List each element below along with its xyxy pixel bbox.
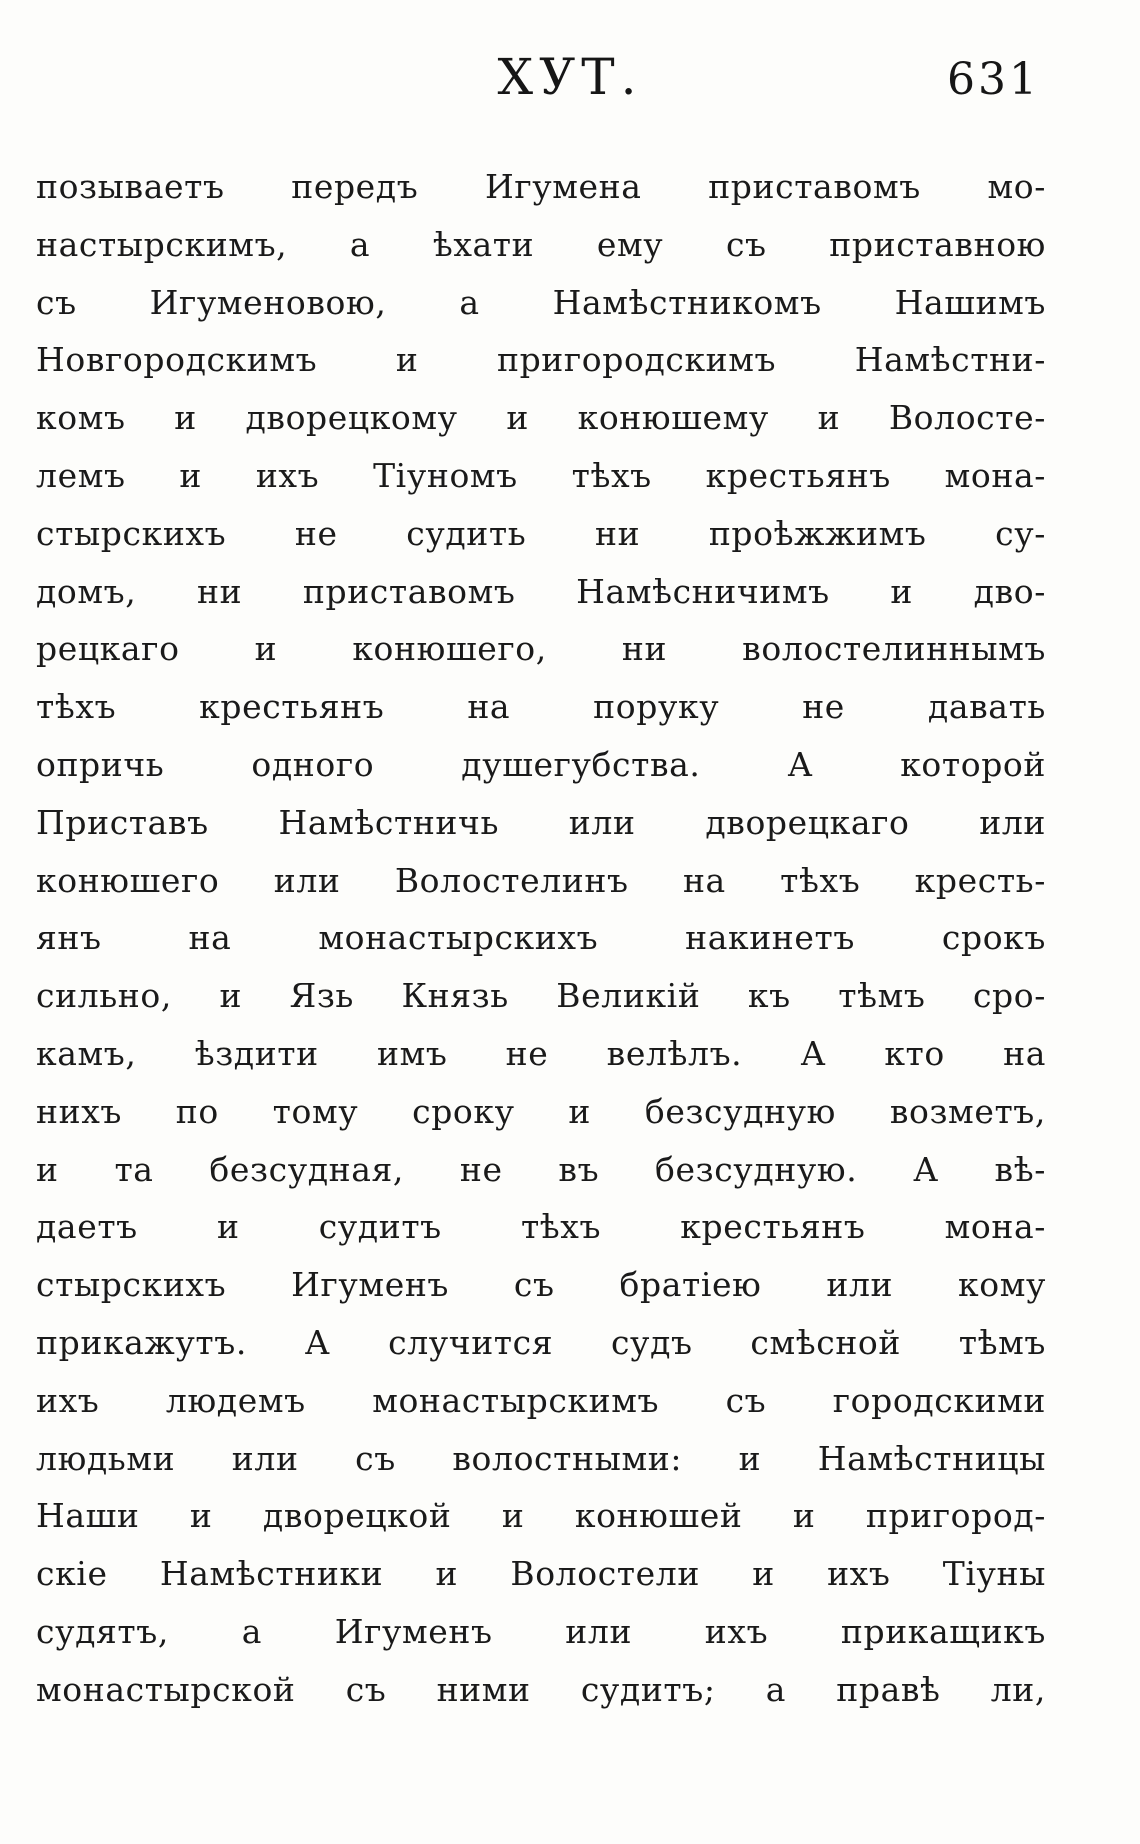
page-number: 631 bbox=[947, 54, 1040, 105]
text-line: Приставъ Намѣстничь или дворецкаго или bbox=[36, 802, 1046, 842]
text-line: съ Игуменовою, а Намѣстникомъ Нашимъ bbox=[36, 282, 1046, 322]
text-line: сильно, и Язь Князь Великій къ тѣмъ сро- bbox=[36, 976, 1046, 1016]
text-line: и та безсудная, не въ безсудную. А вѣ- bbox=[36, 1149, 1046, 1189]
text-line: нихъ по тому сроку и безсудную возметъ, bbox=[36, 1091, 1046, 1131]
text-line: монастырской съ ними судитъ; а правѣ ли, bbox=[36, 1669, 1046, 1709]
running-title: ХУТ. bbox=[497, 48, 643, 106]
running-head bbox=[0, 48, 1140, 118]
text-line: домъ, ни приставомъ Намѣсничимъ и дво- bbox=[36, 571, 1046, 611]
text-line: скіе Намѣстники и Волостели и ихъ Тіуны bbox=[36, 1554, 1046, 1594]
text-line: настырскимъ, а ѣхати ему съ приставною bbox=[36, 224, 1046, 264]
text-line: ихъ людемъ монастырскимъ съ городскими bbox=[36, 1380, 1046, 1420]
text-line: конюшего или Волостелинъ на тѣхъ кресть- bbox=[36, 860, 1046, 900]
text-line: прикажутъ. А случится судъ смѣсной тѣмъ bbox=[36, 1322, 1046, 1362]
text-line: комъ и дворецкому и конюшему и Волосте- bbox=[36, 398, 1046, 438]
text-line: стырскихъ Игуменъ съ братіею или кому bbox=[36, 1265, 1046, 1305]
text-line: янъ на монастырскихъ накинетъ срокъ bbox=[36, 918, 1046, 958]
text-line: судятъ, а Игуменъ или ихъ прикащикъ bbox=[36, 1611, 1046, 1651]
text-line: камъ, ѣздити имъ не велѣлъ. А кто на bbox=[36, 1033, 1046, 1073]
text-line: лемъ и ихъ Тіуномъ тѣхъ крестьянъ мона- bbox=[36, 455, 1046, 495]
text-line: Наши и дворецкой и конюшей и пригород- bbox=[36, 1496, 1046, 1536]
text-line: рецкаго и конюшего, ни волостелиннымъ bbox=[36, 629, 1046, 669]
text-line: даетъ и судитъ тѣхъ крестьянъ мона- bbox=[36, 1207, 1046, 1247]
text-line: людьми или съ волостными: и Намѣстницы bbox=[36, 1438, 1046, 1478]
text-line: стырскихъ не судить ни проѣжжимъ су- bbox=[36, 513, 1046, 553]
body-text bbox=[36, 158, 1046, 1719]
text-line: Новгородскимъ и пригородскимъ Намѣстни- bbox=[36, 340, 1046, 380]
text-line: тѣхъ крестьянъ на поруку не давать bbox=[36, 687, 1046, 727]
text-line: опричь одного душегубства. А которой bbox=[36, 744, 1046, 784]
text-line: позываетъ передъ Игумена приставомъ мо- bbox=[36, 167, 1046, 206]
